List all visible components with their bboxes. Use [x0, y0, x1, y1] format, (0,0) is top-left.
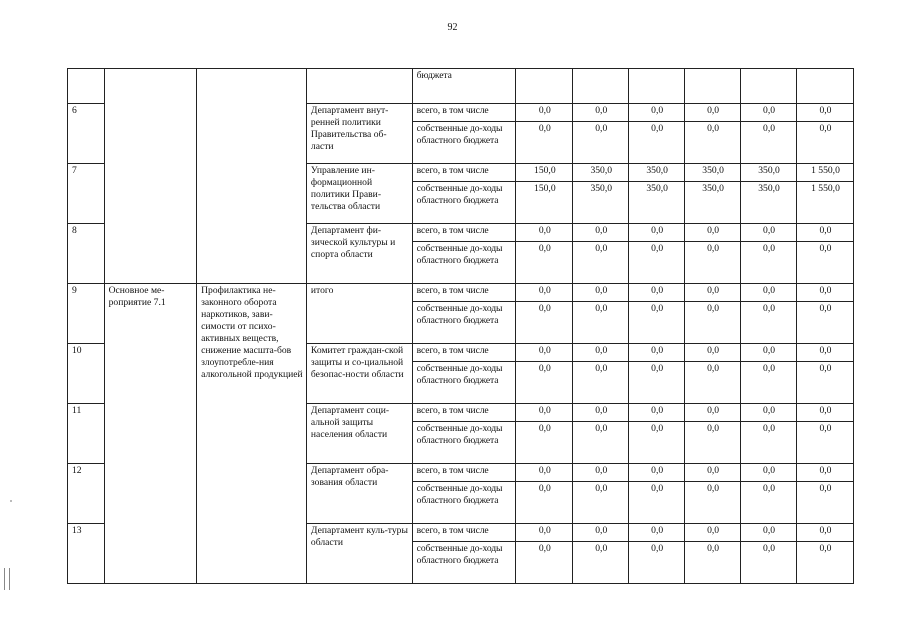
- value-cell: 0,0: [629, 242, 685, 284]
- funding-type: всего, в том числе: [412, 404, 516, 422]
- value-cell: 0,0: [629, 224, 685, 242]
- funding-type: собственные до-ходы областного бюджета: [412, 422, 516, 464]
- row-number: 8: [68, 224, 105, 284]
- value-cell: 0,0: [741, 104, 797, 122]
- value-cell: 0,0: [796, 524, 853, 542]
- value-cell: 0,0: [741, 362, 797, 404]
- value-cell: 0,0: [516, 482, 573, 524]
- value-cell: 350,0: [685, 182, 741, 224]
- value-cell: 0,0: [796, 464, 853, 482]
- value-cell: 0,0: [685, 362, 741, 404]
- funding-type: собственные до-ходы областного бюджета: [412, 542, 516, 584]
- value-cell: 0,0: [629, 404, 685, 422]
- value-cell: 0,0: [516, 524, 573, 542]
- funding-type: собственные до-ходы областного бюджета: [412, 242, 516, 284]
- description-cell: [197, 224, 307, 284]
- value-cell: 0,0: [685, 542, 741, 584]
- value-cell: 0,0: [741, 482, 797, 524]
- budget-table: [67, 68, 854, 584]
- value-cell: 0,0: [685, 464, 741, 482]
- value-cell: 0,0: [516, 344, 573, 362]
- table-row-continuation: [68, 69, 854, 104]
- value-cell: 0,0: [796, 542, 853, 584]
- value-cell: [516, 69, 573, 104]
- value-cell: 0,0: [516, 542, 573, 584]
- value-cell: 0,0: [685, 524, 741, 542]
- value-cell: 1 550,0: [796, 182, 853, 224]
- value-cell: 350,0: [629, 182, 685, 224]
- row-number: 12: [68, 464, 105, 524]
- measure-description: Профилактика не-законного оборота наркотиков, зави-симости от психо-активных веществ, снижение масшта-бов злоупотребле-ния алкогольной продукцией: [197, 284, 307, 584]
- value-cell: 0,0: [629, 482, 685, 524]
- num-cell: [68, 69, 105, 104]
- value-cell: 0,0: [573, 482, 629, 524]
- value-cell: 350,0: [629, 164, 685, 182]
- executor-name: Департамент обра-зования области: [306, 464, 412, 524]
- value-cell: 0,0: [516, 104, 573, 122]
- value-cell: 0,0: [629, 344, 685, 362]
- value-cell: 0,0: [573, 104, 629, 122]
- value-cell: 0,0: [796, 422, 853, 464]
- value-cell: 0,0: [741, 302, 797, 344]
- measure-cell: [104, 104, 197, 164]
- row-number: 6: [68, 104, 105, 164]
- executor-name: Управление ин-формационной политики Прави-тельства области: [306, 164, 412, 224]
- value-cell: 0,0: [629, 542, 685, 584]
- value-cell: 0,0: [516, 362, 573, 404]
- value-cell: 0,0: [573, 362, 629, 404]
- value-cell: [629, 69, 685, 104]
- executor-name: Департамент внут-ренней политики Правительства об-ласти: [306, 104, 412, 164]
- value-cell: 0,0: [796, 362, 853, 404]
- executor-name: Департамент фи-зической культуры и спорта области: [306, 224, 412, 284]
- value-cell: 0,0: [685, 284, 741, 302]
- value-cell: 0,0: [516, 422, 573, 464]
- value-cell: 0,0: [741, 464, 797, 482]
- value-cell: 0,0: [573, 122, 629, 164]
- value-cell: 0,0: [629, 302, 685, 344]
- value-cell: 0,0: [516, 284, 573, 302]
- funding-type: всего, в том числе: [412, 464, 516, 482]
- row-number: 13: [68, 524, 105, 584]
- row-number: 7: [68, 164, 105, 224]
- funding-type: собственные до-ходы областного бюджета: [412, 362, 516, 404]
- value-cell: 0,0: [796, 482, 853, 524]
- funding-type: всего, в том числе: [412, 344, 516, 362]
- value-cell: 350,0: [685, 164, 741, 182]
- value-cell: 350,0: [573, 182, 629, 224]
- value-cell: 0,0: [629, 362, 685, 404]
- value-cell: 0,0: [573, 422, 629, 464]
- funding-type-cell: бюджета: [412, 69, 516, 104]
- value-cell: 0,0: [516, 404, 573, 422]
- value-cell: 0,0: [685, 224, 741, 242]
- description-cell: [197, 164, 307, 224]
- executor-name: Комитет граждан-ской защиты и со-циальной безопас-ности области: [306, 344, 412, 404]
- value-cell: 0,0: [685, 242, 741, 284]
- value-cell: 0,0: [573, 524, 629, 542]
- value-cell: 0,0: [573, 242, 629, 284]
- value-cell: 0,0: [685, 302, 741, 344]
- description-cell: [197, 69, 307, 104]
- value-cell: 0,0: [685, 344, 741, 362]
- funding-type: всего, в том числе: [412, 524, 516, 542]
- value-cell: 0,0: [796, 242, 853, 284]
- value-cell: 0,0: [516, 302, 573, 344]
- value-cell: 0,0: [741, 422, 797, 464]
- value-cell: 0,0: [573, 404, 629, 422]
- value-cell: 0,0: [516, 224, 573, 242]
- table-row: [68, 224, 854, 242]
- value-cell: 350,0: [573, 164, 629, 182]
- funding-type: собственные до-ходы областного бюджета: [412, 482, 516, 524]
- scan-artifact: [4, 568, 10, 590]
- value-cell: 0,0: [629, 284, 685, 302]
- value-cell: 0,0: [573, 542, 629, 584]
- value-cell: 0,0: [629, 422, 685, 464]
- value-cell: 0,0: [741, 344, 797, 362]
- scan-artifact-dot: [10, 500, 12, 502]
- value-cell: 150,0: [516, 182, 573, 224]
- value-cell: 0,0: [685, 482, 741, 524]
- value-cell: 0,0: [516, 122, 573, 164]
- value-cell: 0,0: [741, 524, 797, 542]
- value-cell: 0,0: [516, 464, 573, 482]
- value-cell: [685, 69, 741, 104]
- row-number: 10: [68, 344, 105, 404]
- funding-type: собственные до-ходы областного бюджета: [412, 122, 516, 164]
- measure-cell: [104, 69, 197, 104]
- value-cell: 0,0: [741, 284, 797, 302]
- measure-cell: [104, 224, 197, 284]
- executor-name: Департамент соци-альной защиты населения области: [306, 404, 412, 464]
- value-cell: 0,0: [629, 122, 685, 164]
- measure-name: Основное ме-роприятие 7.1: [104, 284, 197, 584]
- funding-type: всего, в том числе: [412, 224, 516, 242]
- value-cell: 0,0: [573, 302, 629, 344]
- value-cell: 0,0: [741, 404, 797, 422]
- funding-type: всего, в том числе: [412, 164, 516, 182]
- value-cell: 0,0: [573, 224, 629, 242]
- value-cell: 0,0: [573, 464, 629, 482]
- table-row: [68, 104, 854, 122]
- page-number: 92: [447, 22, 458, 33]
- value-cell: 150,0: [516, 164, 573, 182]
- measure-cell: [104, 164, 197, 224]
- value-cell: [741, 69, 797, 104]
- value-cell: 0,0: [685, 404, 741, 422]
- value-cell: 0,0: [741, 242, 797, 284]
- funding-type: собственные до-ходы областного бюджета: [412, 182, 516, 224]
- value-cell: 350,0: [741, 164, 797, 182]
- value-cell: 0,0: [796, 104, 853, 122]
- value-cell: 0,0: [629, 464, 685, 482]
- value-cell: 0,0: [516, 242, 573, 284]
- value-cell: 0,0: [629, 524, 685, 542]
- value-cell: 0,0: [741, 122, 797, 164]
- value-cell: 0,0: [796, 122, 853, 164]
- table-row: [68, 284, 854, 302]
- value-cell: 0,0: [741, 542, 797, 584]
- value-cell: 0,0: [629, 104, 685, 122]
- table-row: [68, 164, 854, 182]
- value-cell: 0,0: [796, 344, 853, 362]
- funding-type: всего, в том числе: [412, 104, 516, 122]
- row-number: 9: [68, 284, 105, 344]
- value-cell: [796, 69, 853, 104]
- value-cell: 0,0: [796, 404, 853, 422]
- value-cell: 0,0: [573, 344, 629, 362]
- executor-cell: [306, 69, 412, 104]
- value-cell: 0,0: [796, 284, 853, 302]
- value-cell: 0,0: [573, 284, 629, 302]
- funding-type: всего, в том числе: [412, 284, 516, 302]
- value-cell: 350,0: [741, 182, 797, 224]
- value-cell: 0,0: [796, 224, 853, 242]
- executor-name: итого: [306, 284, 412, 344]
- row-number: 11: [68, 404, 105, 464]
- value-cell: [573, 69, 629, 104]
- value-cell: 0,0: [685, 104, 741, 122]
- executor-name: Департамент куль-туры области: [306, 524, 412, 584]
- value-cell: 0,0: [685, 422, 741, 464]
- value-cell: 0,0: [796, 302, 853, 344]
- description-cell: [197, 104, 307, 164]
- value-cell: 0,0: [741, 224, 797, 242]
- funding-type: собственные до-ходы областного бюджета: [412, 302, 516, 344]
- value-cell: 0,0: [685, 122, 741, 164]
- value-cell: 1 550,0: [796, 164, 853, 182]
